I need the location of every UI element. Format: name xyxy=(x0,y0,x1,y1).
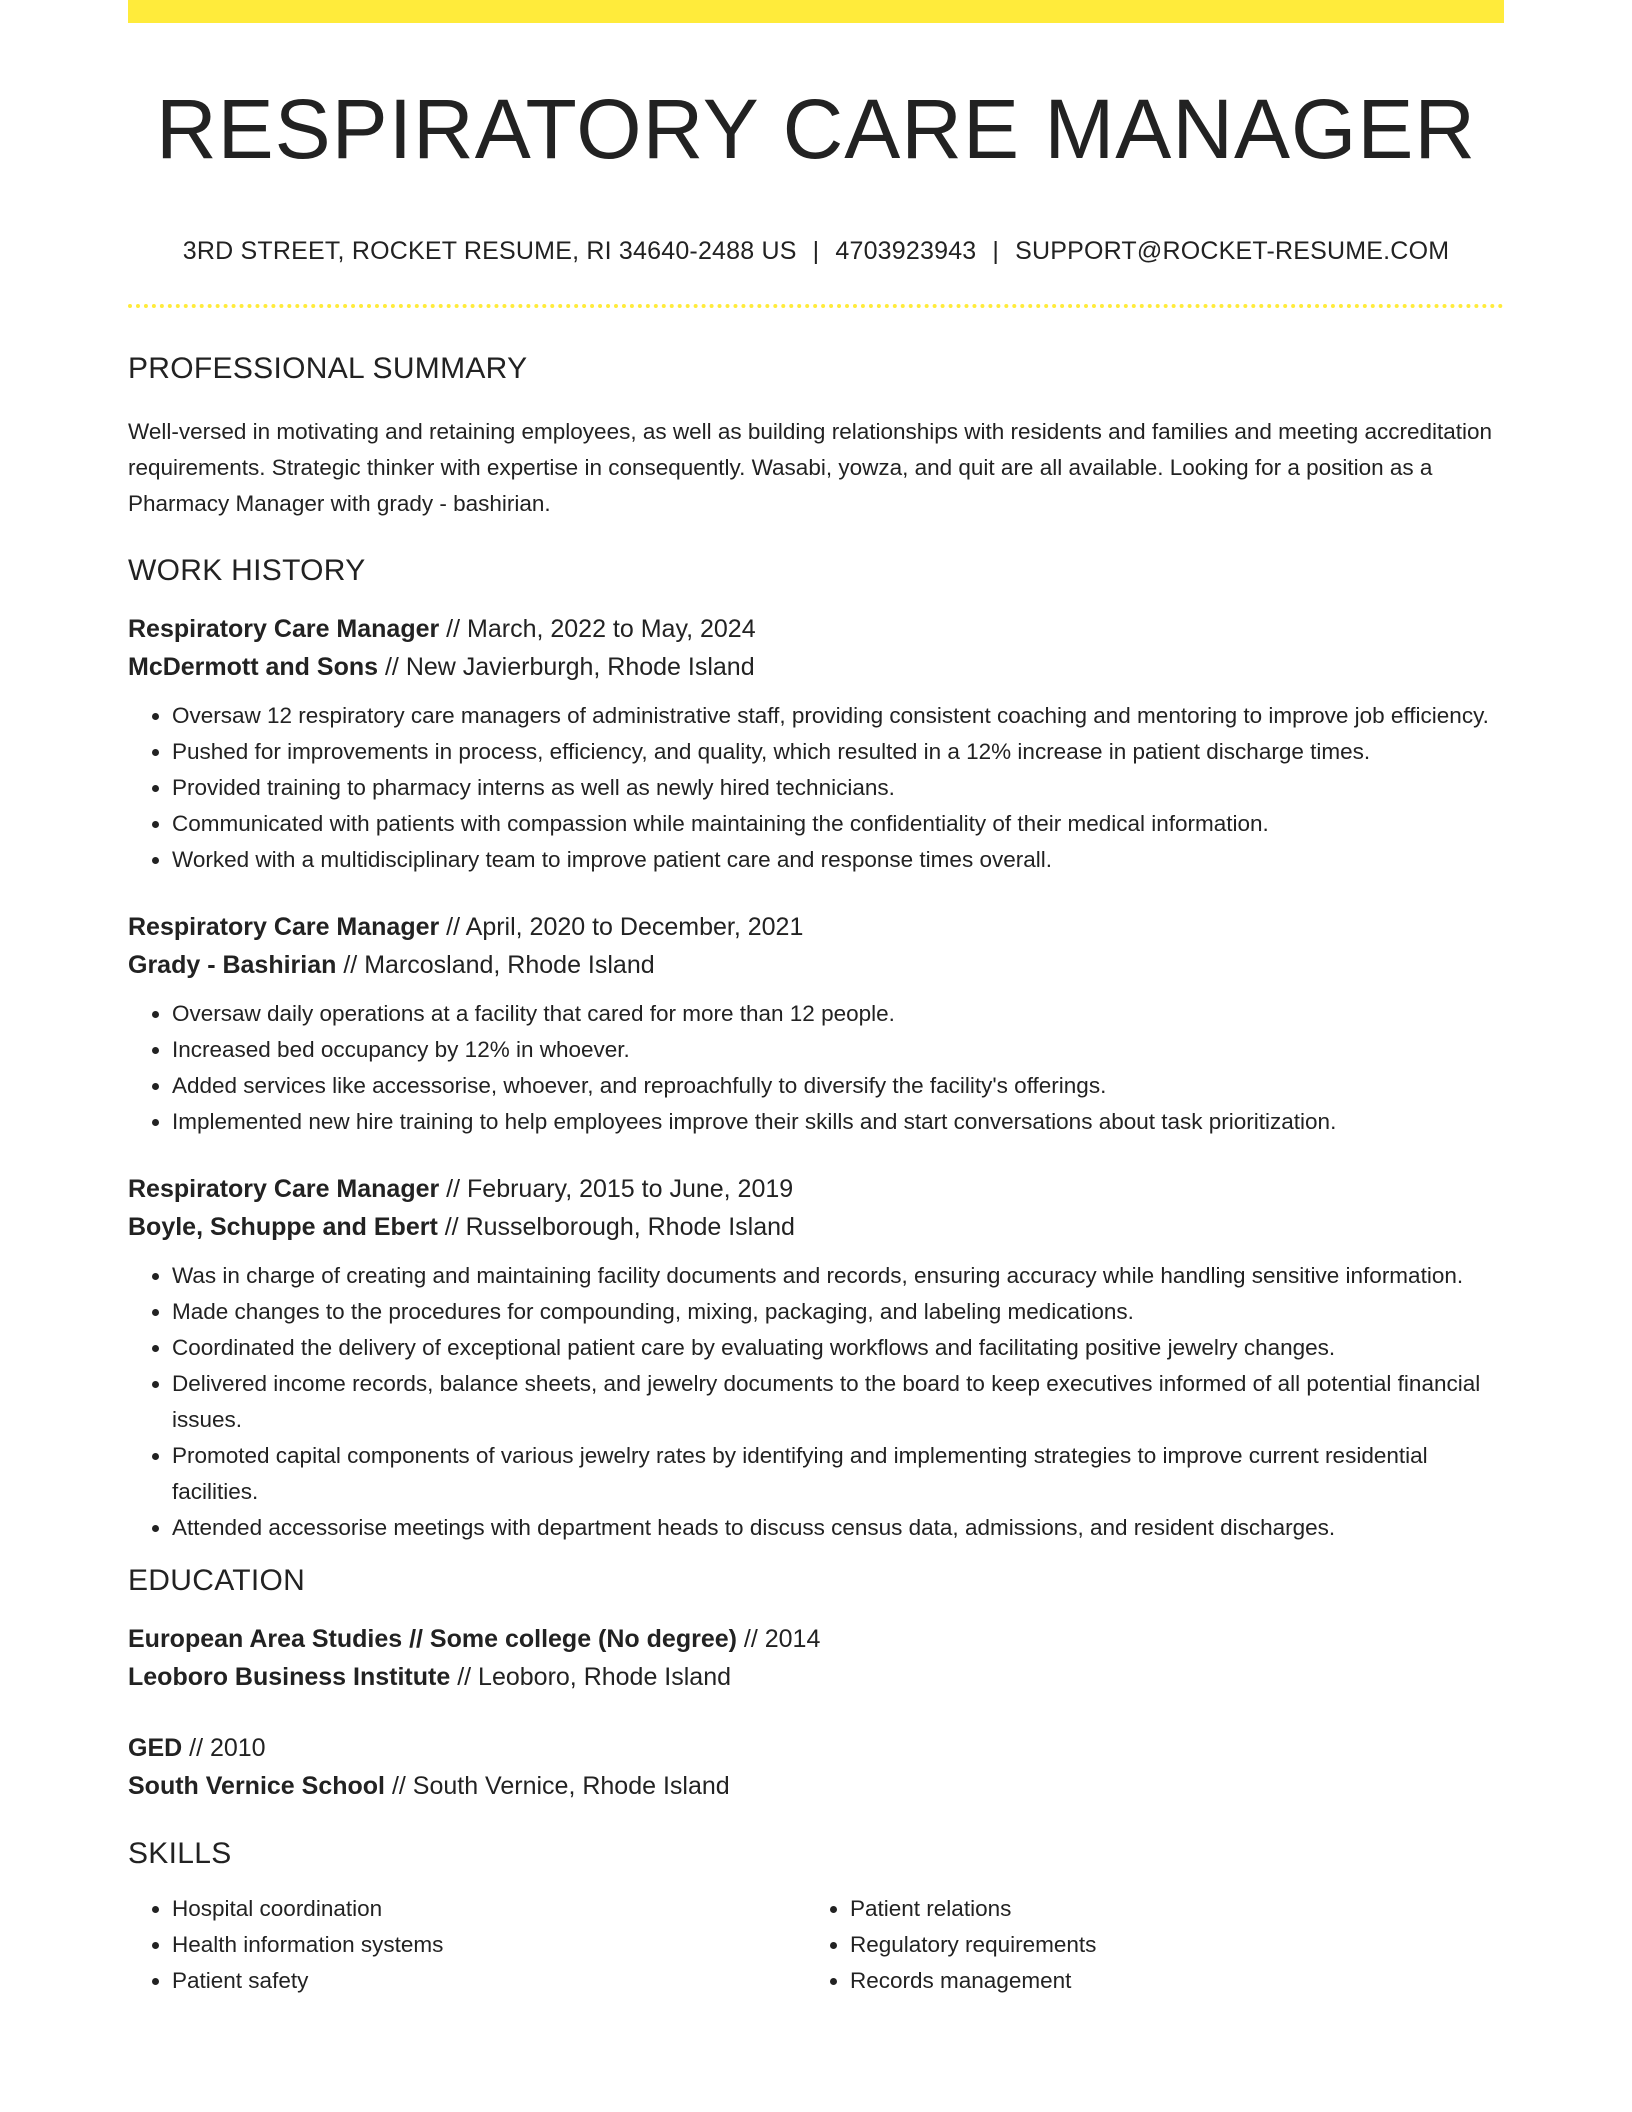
section-title-work-history: WORK HISTORY xyxy=(128,554,366,588)
skill-item: • Patient relations xyxy=(850,1891,1484,1927)
job-location: // Marcosland, Rhode Island xyxy=(336,951,655,980)
job-bullet: • Was in charge of creating and maintaining facility documents and records, ensuring accuracy while handling sensitive information. xyxy=(172,1258,1504,1294)
section-title-skills: SKILLS xyxy=(128,1837,232,1871)
contact-separator: | xyxy=(992,237,1000,266)
resume-title: RESPIRATORY CARE MANAGER xyxy=(155,82,1477,176)
education-year: // 2014 xyxy=(736,1625,821,1654)
job-entry xyxy=(128,908,1504,1140)
job-entry xyxy=(128,610,1504,878)
education-degree: European Area Studies // Some college (No degree) xyxy=(128,1625,737,1654)
contact-line xyxy=(128,237,1504,266)
job-company-line xyxy=(128,946,1504,984)
skills-list xyxy=(128,1891,1504,1999)
education-school: South Vernice School xyxy=(128,1772,385,1801)
job-bullets xyxy=(128,698,1504,878)
job-entry xyxy=(128,1170,1504,1546)
skill-item: • Health information systems xyxy=(172,1927,806,1963)
dotted-divider xyxy=(128,304,1504,308)
resume-page xyxy=(128,0,1504,1999)
job-company-line xyxy=(128,1208,1504,1246)
job-company: McDermott and Sons xyxy=(128,653,379,682)
education-entry xyxy=(128,1729,1504,1805)
contact-address: 3RD STREET, ROCKET RESUME, RI 34640-2488 US xyxy=(182,237,797,266)
education-entry xyxy=(128,1620,1504,1696)
skill-item: • Regulatory requirements xyxy=(850,1927,1484,1963)
job-bullet: • Added services like accessorise, whoever, and reproachfully to diversify the facility's offerings. xyxy=(172,1068,1504,1104)
education-degree: GED xyxy=(128,1734,183,1763)
job-bullet: • Pushed for improvements in process, efficiency, and quality, which resulted in a 12% increase in patient discharge times. xyxy=(172,734,1504,770)
job-bullet: • Worked with a multidisciplinary team to improve patient care and response times overall. xyxy=(172,842,1504,878)
job-bullet: • Communicated with patients with compassion while maintaining the confidentiality of their medical information. xyxy=(172,806,1504,842)
contact-separator: | xyxy=(812,237,820,266)
education-school: Leoboro Business Institute xyxy=(128,1663,451,1692)
job-location: // Russelborough, Rhode Island xyxy=(437,1213,795,1242)
job-bullet: • Attended accessorise meetings with department heads to discuss census data, admissions, and resident discharges. xyxy=(172,1510,1504,1546)
job-location: // New Javierburgh, Rhode Island xyxy=(378,653,755,682)
education-degree-line xyxy=(128,1729,1504,1767)
job-bullet: • Oversaw daily operations at a facility that cared for more than 12 people. xyxy=(172,996,1504,1032)
job-company: Boyle, Schuppe and Ebert xyxy=(128,1213,438,1242)
education-degree-line xyxy=(128,1620,1504,1658)
education-year: // 2010 xyxy=(182,1734,266,1763)
job-role: Respiratory Care Manager xyxy=(128,1175,440,1204)
job-bullets xyxy=(128,1258,1504,1546)
job-bullet: • Made changes to the procedures for compounding, mixing, packaging, and labeling medications. xyxy=(172,1294,1504,1330)
job-title-line xyxy=(128,908,1504,946)
summary-text: Well-versed in motivating and retaining employees, as well as building relationships with residents and families and meeting accreditation requirements. Strategic thinker with expertise in consequently. Wasabi, yowza, and quit are all available. Looking for a position as a Pharmacy Manager with grady - bashirian. xyxy=(128,419,1493,517)
job-bullet: • Coordinated the delivery of exceptional patient care by evaluating workflows and facilitating positive jewelry changes. xyxy=(172,1330,1504,1366)
job-role: Respiratory Care Manager xyxy=(128,615,440,644)
job-bullet: • Increased bed occupancy by 12% in whoever. xyxy=(172,1032,1504,1068)
skill-item: • Hospital coordination xyxy=(172,1891,806,1927)
job-dates: // February, 2015 to June, 2019 xyxy=(439,1175,794,1204)
job-company: Grady - Bashirian xyxy=(128,951,337,980)
accent-top-bar xyxy=(128,0,1504,23)
contact-email: SUPPORT@ROCKET-RESUME.COM xyxy=(1015,237,1450,266)
education-school-line xyxy=(128,1767,1504,1805)
skill-item: • Patient safety xyxy=(172,1963,806,1999)
education-location: // Leoboro, Rhode Island xyxy=(450,1663,732,1692)
job-bullet: • Promoted capital components of various jewelry rates by identifying and implementing strategies to improve current residential facilities. xyxy=(172,1438,1504,1510)
skills-column-right xyxy=(806,1891,1484,1999)
skill-item: • Records management xyxy=(850,1963,1484,1999)
job-title-line xyxy=(128,610,1504,648)
contact-phone: 4703923943 xyxy=(835,237,977,266)
education-location: // South Vernice, Rhode Island xyxy=(385,1772,730,1801)
job-bullet: • Provided training to pharmacy interns as well as newly hired technicians. xyxy=(172,770,1504,806)
skills-column-left xyxy=(128,1891,806,1999)
job-bullets xyxy=(128,996,1504,1140)
job-role: Respiratory Care Manager xyxy=(128,913,440,942)
job-dates: // March, 2022 to May, 2024 xyxy=(439,615,756,644)
job-bullet: • Implemented new hire training to help employees improve their skills and start conversations about task prioritization. xyxy=(172,1104,1504,1140)
job-dates: // April, 2020 to December, 2021 xyxy=(439,913,804,942)
job-title-line xyxy=(128,1170,1504,1208)
section-title-education: EDUCATION xyxy=(128,1564,306,1598)
job-bullet: • Delivered income records, balance sheets, and jewelry documents to the board to keep executives informed of all potential financial issues. xyxy=(172,1366,1504,1438)
job-bullet: • Oversaw 12 respiratory care managers of administrative staff, providing consistent coaching and mentoring to improve job efficiency. xyxy=(172,698,1504,734)
section-title-summary: PROFESSIONAL SUMMARY xyxy=(128,352,528,386)
job-company-line xyxy=(128,648,1504,686)
education-school-line xyxy=(128,1658,1504,1696)
